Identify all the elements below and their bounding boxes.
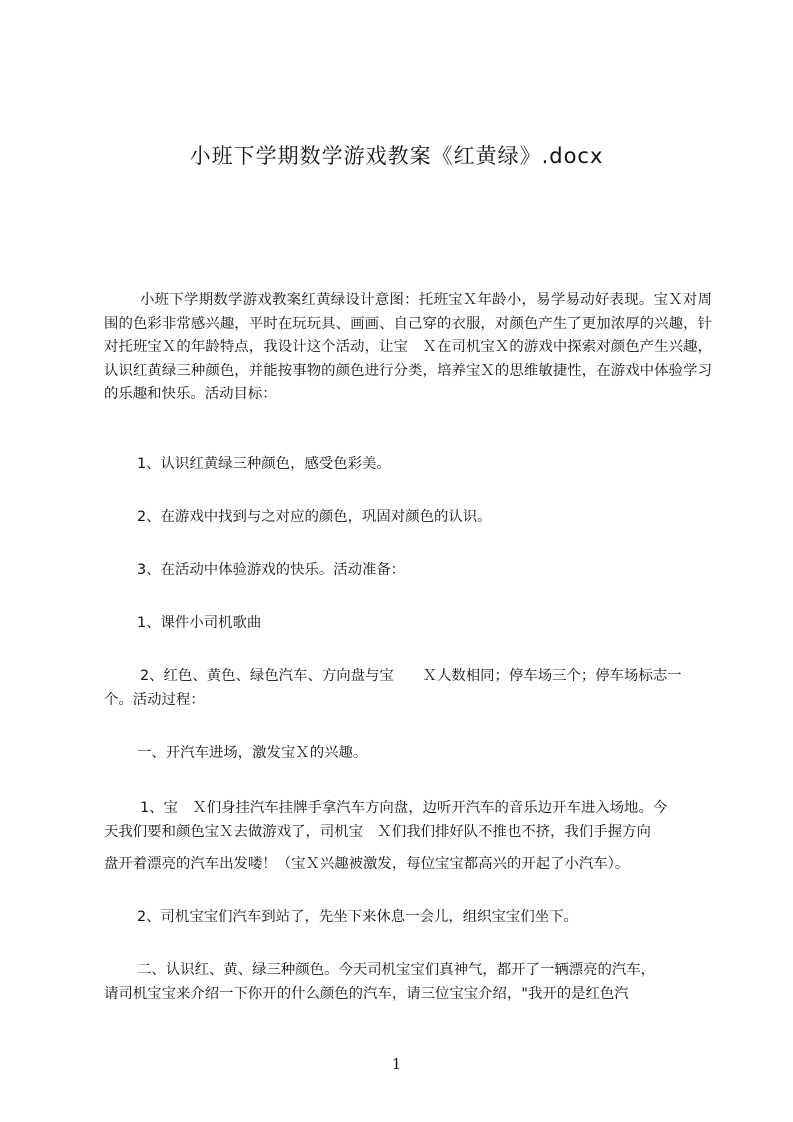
- goal-1: 1、认识红黄绿三种颜色，感受色彩美。: [137, 456, 391, 472]
- goal-3: 3、在活动中体验游戏的快乐。活动准备：: [137, 562, 406, 578]
- step-2-line-1: 二、认识红、黄、绿三种颜色。今天司机宝宝们真神气，都开了一辆漂亮的汽车，: [137, 962, 656, 978]
- prep-1: 1、课件小司机歌曲: [137, 615, 262, 631]
- step-2-line-2: 请司机宝宝来介绍一下你开的什么颜色的汽车，请三位宝宝介绍，"我开的是红色汽: [104, 986, 629, 1002]
- document-title: 小班下学期数学游戏教案《红黄绿》.docx: [189, 144, 604, 168]
- goal-2: 2、在游戏中找到与之对应的颜色，巩固对颜色的认识。: [137, 509, 492, 525]
- step-1-2: 2、司机宝宝们汽车到站了，先坐下来休息一会儿，组织宝宝们坐下。: [137, 909, 578, 925]
- prep-2-line-2: 个。活动过程：: [104, 692, 205, 708]
- step-1-1-line-2: 天我们要和颜色宝Ｘ去做游戏了，司机宝 Ｘ们我们排好队不推也不挤，我们手握方向: [104, 824, 651, 840]
- step-1-1-line-3: 盘开着漂亮的汽车出发喽！（宝Ｘ兴趣被激发，每位宝宝都高兴的开起了小汽车）。: [104, 856, 630, 872]
- step-1-1-line-1: 1、宝 Ｘ们身挂汽车挂牌手拿汽车方向盘，边听开汽车的音乐边开车进入场地。今: [140, 800, 668, 816]
- prep-2-line-1: 2、红色、黄色、绿色汽车、方向盘与宝 Ｘ人数相同；停车场三个；停车场标志一: [140, 668, 682, 684]
- step-1-heading: 一、开汽车进场，激发宝Ｘ的兴趣。: [137, 745, 368, 761]
- page-number: 1: [391, 1055, 402, 1073]
- intro-paragraph: 小班下学期数学游戏教案红黄绿设计意图：托班宝Ｘ年龄小，易学易动好表现。宝Ｘ对周围的色彩非常感兴趣，平时在玩玩具、画画、自己穿的衣服，对颜色产生了更加浓厚的兴趣，针对托班宝Ｘ的年龄特点，我设计这个活动，让宝 Ｘ在司机宝Ｘ的游戏中探索对颜色产生兴趣，认识红黄绿三种颜色，并能按事物的颜色进行分类，培养宝Ｘ的思维敏捷性，在游戏中体验学习的乐趣和快乐。活动目标：: [104, 292, 712, 402]
